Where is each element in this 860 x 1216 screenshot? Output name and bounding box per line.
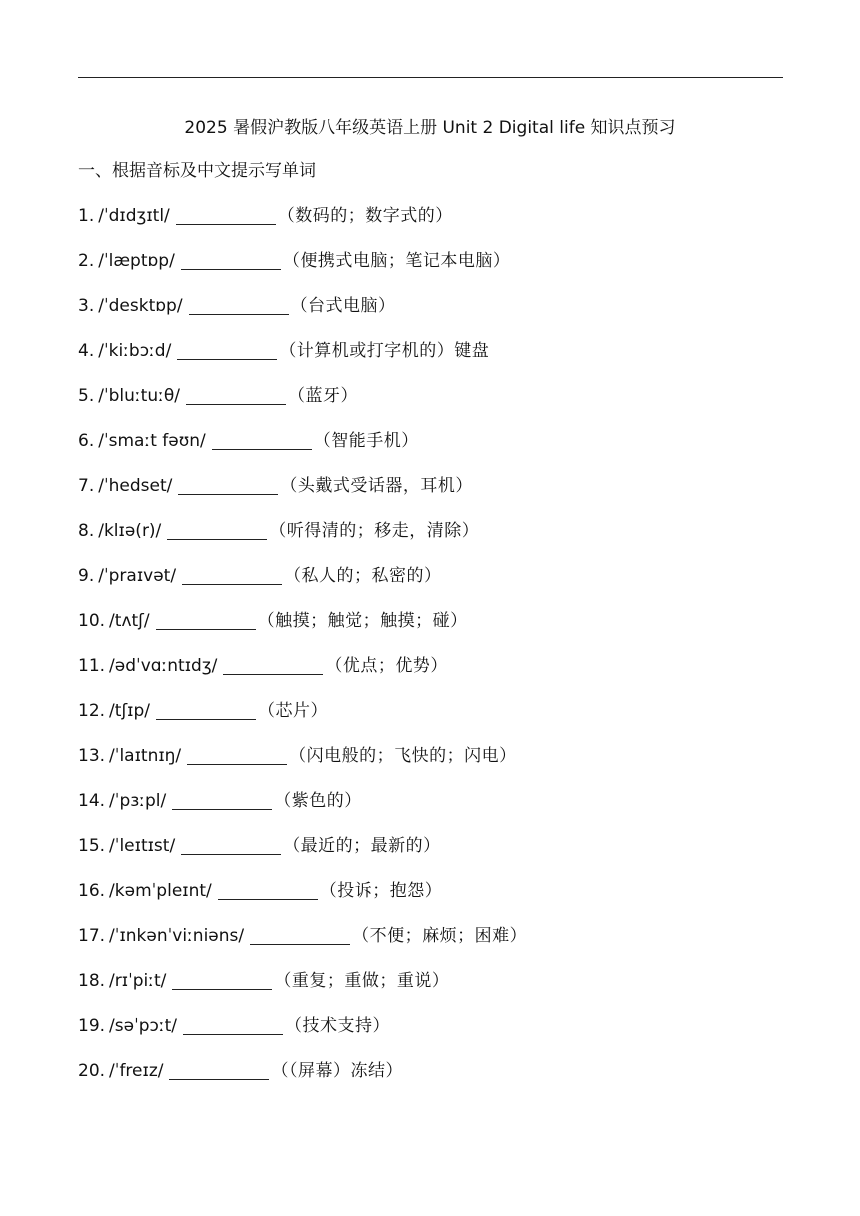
answer-blank[interactable]	[250, 924, 350, 945]
vocabulary-list	[78, 204, 527, 1104]
item-number: 11.	[78, 656, 106, 676]
phonetic-transcription: /ˈfreɪz/	[109, 1061, 164, 1081]
answer-blank[interactable]	[181, 834, 281, 855]
item-number: 2.	[78, 251, 95, 271]
list-item	[78, 1059, 527, 1104]
item-number: 5.	[78, 386, 95, 406]
list-item	[78, 879, 527, 924]
answer-blank[interactable]	[167, 519, 267, 540]
phonetic-transcription: /ˈlæptɒp/	[98, 251, 175, 271]
phonetic-transcription: /ˈhedset/	[98, 476, 173, 496]
list-item	[78, 204, 527, 249]
item-number: 3.	[78, 296, 95, 316]
phonetic-transcription: /səˈpɔːt/	[109, 1016, 178, 1036]
phonetic-transcription: /ˈsmaːt fəʊn/	[98, 431, 206, 451]
chinese-hint: （智能手机）	[313, 431, 419, 451]
phonetic-transcription: /ˈdesktɒp/	[98, 296, 183, 316]
chinese-hint: （闪电般的；飞快的；闪电）	[289, 746, 517, 766]
item-number: 6.	[78, 431, 95, 451]
item-number: 13.	[78, 746, 106, 766]
list-item	[78, 924, 527, 969]
phonetic-transcription: /ˈpɜːpl/	[109, 791, 167, 811]
item-number: 4.	[78, 341, 95, 361]
answer-blank[interactable]	[181, 249, 281, 270]
section-heading: 一、根据音标及中文提示写单词	[78, 161, 316, 181]
chinese-hint: （（屏幕）冻结）	[271, 1061, 403, 1081]
phonetic-transcription: /ˈlaɪtnɪŋ/	[109, 746, 182, 766]
phonetic-transcription: /klɪə(r)/	[98, 521, 162, 541]
answer-blank[interactable]	[177, 339, 277, 360]
phonetic-transcription: /ˈbluːtuːθ/	[98, 386, 180, 406]
chinese-hint: （芯片）	[258, 701, 328, 721]
phonetic-transcription: /rɪˈpiːt/	[109, 971, 167, 991]
list-item	[78, 789, 527, 834]
list-item	[78, 249, 527, 294]
list-item	[78, 519, 527, 564]
document-title: 2025 暑假沪教版八年级英语上册 Unit 2 Digital life 知识点预习	[184, 118, 676, 138]
chinese-hint: （不便；麻烦；困难）	[352, 926, 528, 946]
phonetic-transcription: /ˈpraɪvət/	[98, 566, 177, 586]
item-number: 15.	[78, 836, 106, 856]
answer-blank[interactable]	[223, 654, 323, 675]
answer-blank[interactable]	[218, 879, 318, 900]
list-item	[78, 1014, 527, 1059]
item-number: 18.	[78, 971, 106, 991]
answer-blank[interactable]	[178, 474, 278, 495]
phonetic-transcription: /ˈdɪdʒɪtl/	[98, 206, 170, 226]
chinese-hint: （优点；优势）	[325, 656, 448, 676]
header-rule	[78, 77, 783, 78]
item-number: 19.	[78, 1016, 106, 1036]
phonetic-transcription: /ˈkiːbɔːd/	[98, 341, 172, 361]
answer-blank[interactable]	[183, 1014, 283, 1035]
item-number: 12.	[78, 701, 106, 721]
answer-blank[interactable]	[176, 204, 276, 225]
list-item	[78, 294, 527, 339]
answer-blank[interactable]	[189, 294, 289, 315]
item-number: 7.	[78, 476, 95, 496]
chinese-hint: （台式电脑）	[290, 296, 396, 316]
list-item	[78, 969, 527, 1014]
item-number: 9.	[78, 566, 95, 586]
chinese-hint: （便携式电脑；笔记本电脑）	[282, 251, 511, 271]
chinese-hint: （重复；重做；重说）	[274, 971, 450, 991]
chinese-hint: （听得清的；移走，清除）	[269, 521, 480, 541]
list-item	[78, 474, 527, 519]
item-number: 10.	[78, 611, 106, 631]
phonetic-transcription: /ˈleɪtɪst/	[109, 836, 176, 856]
list-item	[78, 429, 527, 474]
list-item	[78, 339, 527, 384]
answer-blank[interactable]	[187, 744, 287, 765]
answer-blank[interactable]	[212, 429, 312, 450]
chinese-hint: （紫色的）	[274, 791, 362, 811]
answer-blank[interactable]	[156, 699, 256, 720]
answer-blank[interactable]	[169, 1059, 269, 1080]
answer-blank[interactable]	[182, 564, 282, 585]
phonetic-transcription: /ˈɪnkənˈviːniəns/	[109, 926, 245, 946]
item-number: 14.	[78, 791, 106, 811]
list-item	[78, 834, 527, 879]
phonetic-transcription: /kəmˈpleɪnt/	[109, 881, 212, 901]
list-item	[78, 654, 527, 699]
answer-blank[interactable]	[172, 969, 272, 990]
item-number: 1.	[78, 206, 95, 226]
chinese-hint: （头戴式受话器，耳机）	[280, 476, 473, 496]
answer-blank[interactable]	[172, 789, 272, 810]
answer-blank[interactable]	[156, 609, 256, 630]
phonetic-transcription: /tʃɪp/	[109, 701, 150, 721]
chinese-hint: （技术支持）	[285, 1016, 391, 1036]
phonetic-transcription: /ədˈvɑːntɪdʒ/	[109, 656, 218, 676]
list-item	[78, 564, 527, 609]
list-item	[78, 744, 527, 789]
list-item	[78, 699, 527, 744]
chinese-hint: （投诉；抱怨）	[319, 881, 443, 901]
chinese-hint: （触摸；触觉；触摸；碰）	[257, 611, 468, 631]
item-number: 8.	[78, 521, 95, 541]
chinese-hint: （最近的；最新的）	[283, 836, 441, 856]
chinese-hint: （计算机或打字机的）键盘	[279, 341, 490, 361]
answer-blank[interactable]	[186, 384, 286, 405]
item-number: 17.	[78, 926, 106, 946]
phonetic-transcription: /tʌtʃ/	[109, 611, 150, 631]
item-number: 20.	[78, 1061, 106, 1081]
list-item	[78, 609, 527, 654]
item-number: 16.	[78, 881, 106, 901]
list-item	[78, 384, 527, 429]
chinese-hint: （私人的；私密的）	[284, 566, 442, 586]
chinese-hint: （数码的；数字式的）	[277, 206, 453, 226]
chinese-hint: （蓝牙）	[287, 386, 358, 406]
